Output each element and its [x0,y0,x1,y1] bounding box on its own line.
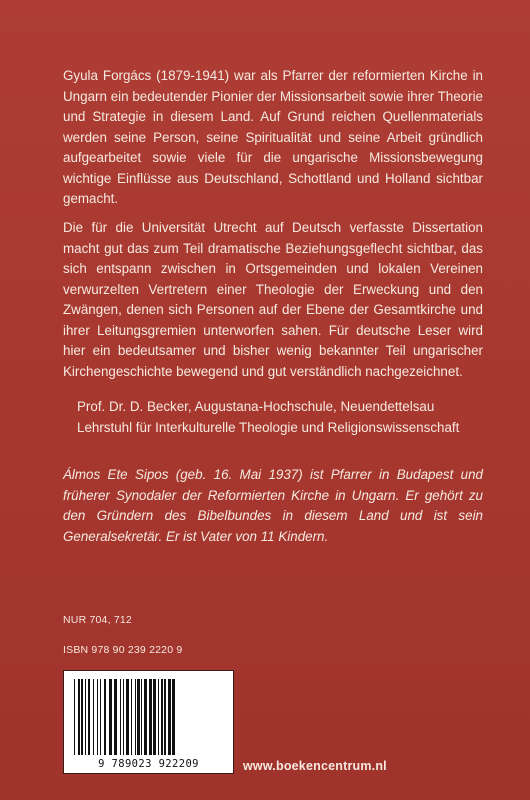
barcode-bar [97,679,98,755]
blurb-paragraph-2: Die für die Universität Utrecht auf Deutsch verfasste Dissertation macht gut das zum Teil dramatische Beziehungsgeflecht sichtbar, das sich entspann zwischen in Ortsgemeinden und lokalen Vereinen verwurzelten Vertretern einer Theologie der Erweckung und den Zwängen, denen sich Personen auf der Ebene der Gesamtkirche und ihrer Leitungsgremien unterworfen sahen. Für deutsche Leser wird hier ein bedeutsamer und bisher wenig bekannter Teil ungarischer Kirchengeschichte bewegend und gut verständlich nachgezeichnet. [63,220,483,379]
publisher-website: www.boekencentrum.nl [243,759,387,773]
barcode-bar [114,679,117,755]
barcode-bar [158,679,159,755]
barcode-bar [141,679,142,755]
barcode-bar [100,679,101,755]
attribution-line-1: Prof. Dr. D. Becker, Augustana-Hochschule, Neuendettelsau [77,399,435,414]
barcode-bar [120,679,121,755]
barcode-bar [81,679,83,755]
barcode-bar [137,679,140,755]
barcode-bar [85,679,86,755]
barcode-bar [144,679,147,755]
barcode-bar [104,679,106,755]
barcode-bar [153,679,156,755]
barcode-bar [135,679,136,755]
barcode-bar [88,679,90,755]
barcode-bar [161,679,163,755]
barcode-bar [78,679,80,755]
barcode-bar [149,679,152,755]
barcode-bar [109,679,112,755]
attribution-line-2: Lehrstuhl für Interkulturelle Theologie und Religionswissenschaft [77,420,460,435]
barcode-bar [126,679,129,755]
nur-code: NUR 704, 712 [63,614,132,626]
barcode-bar [131,679,132,755]
barcode-bar [123,679,124,755]
barcode [63,670,234,774]
blurb-paragraph-1: Gyula Forgács (1879-1941) war als Pfarrer der reformierten Kirche in Ungarn ein bedeutender Pionier der Missionsarbeit sowie ihrer Theorie und Strategie in diesem Land. Auf Grund reichen Quellenmaterials werden seine Person, seine Spiritualität und seine Arbeit gründlich aufgearbeitet sowie viele für die ungarische Missionsbewegung wichtige Einflüsse aus Deutschland, Schottland und Holland sichtbar gemacht. [63,68,483,206]
barcode-bar [164,679,166,755]
author-bio: Álmos Ete Sipos (geb. 16. Mai 1937) ist Pfarrer in Budapest und früherer Synodaler der Reformierten Kirche in Ungarn. Er gehört zu den Gründern des Bibelbundes in diesem Land und ist sein Generalsekretär. Er ist Vater von 11 Kindern. [63,467,483,544]
barcode-bar [74,679,75,755]
barcode-bar [93,679,94,755]
barcode-number: 9 789023 922209 [98,758,199,770]
barcode-bar [172,679,175,755]
isbn: ISBN 978 90 239 2220 9 [63,644,183,656]
barcode-bar [168,679,171,755]
barcode-bars [72,679,227,759]
